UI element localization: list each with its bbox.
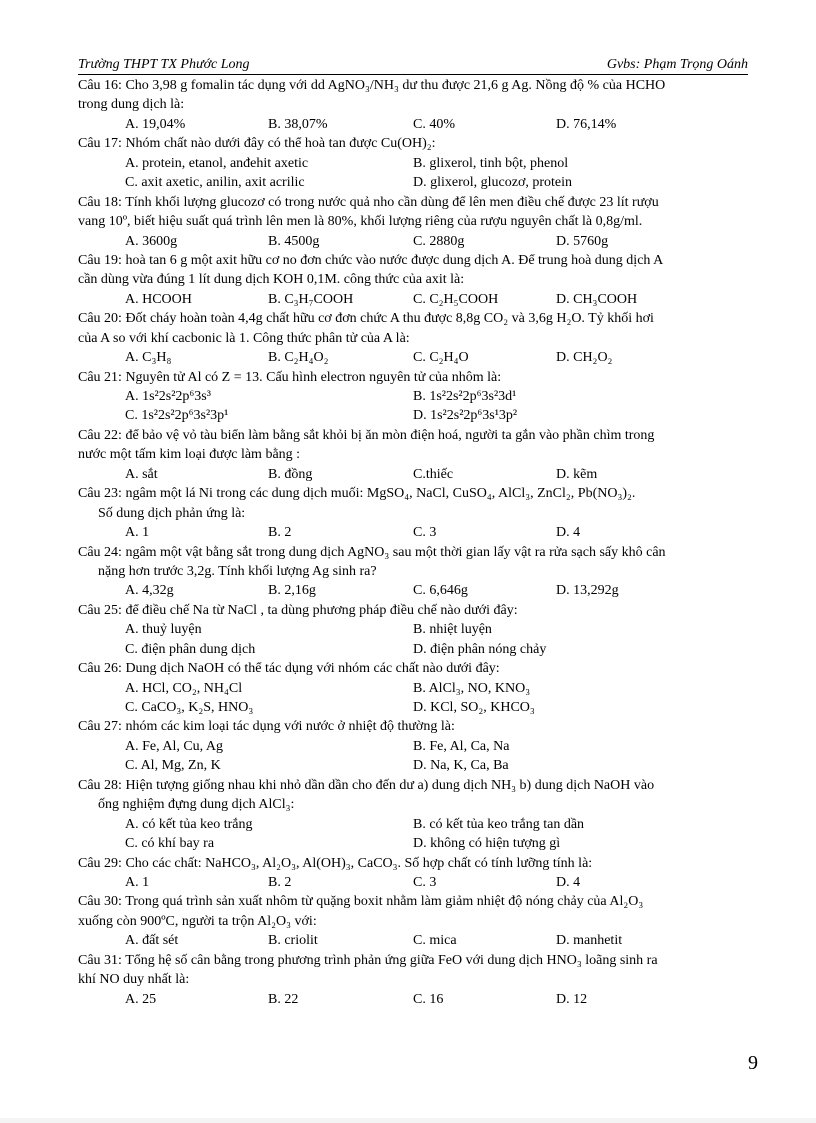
- answer-options-row: [78, 756, 750, 775]
- answer-options-row: [78, 290, 750, 309]
- answer-option: B. C₃H₇COOH: [268, 291, 354, 307]
- answer-options-row: [78, 640, 750, 659]
- question-stem: Câu 20: Đốt cháy hoàn toàn 4,4g chất hữu cơ đơn chức A thu được 8,8g CO₂ và 3,6g H₂O. Tỷ khối hơi: [78, 311, 654, 327]
- answer-option: A. 25: [125, 991, 157, 1007]
- question-text: trong dung dịch là:: [78, 97, 185, 113]
- answer-option: B. nhiệt luyện: [413, 622, 492, 638]
- answer-option: D. kẽm: [556, 466, 598, 482]
- answer-option: C. CaCO₃, K₂S, HNO₃: [125, 700, 254, 715]
- answer-options-row: [78, 173, 750, 192]
- answer-options-row: [78, 834, 750, 853]
- answer-options-row: [78, 406, 750, 425]
- question-stem: Câu 30: Trong quá trình sản xuất nhôm từ quặng boxit nhằm làm giảm nhiệt độ nóng chảy của Al₂O₃: [78, 894, 644, 910]
- answer-options-row: [78, 387, 750, 406]
- answer-option: D. 76,14%: [556, 116, 617, 132]
- answer-option: B. 2: [268, 874, 292, 890]
- answer-option: B. 22: [268, 991, 299, 1007]
- answer-options-row: [78, 232, 750, 251]
- answer-option: A. HCOOH: [125, 291, 192, 307]
- answer-option: D. manhetit: [556, 933, 623, 949]
- answer-option: B. 2: [268, 525, 292, 541]
- question-stem: Câu 25: để điều chế Na từ NaCl , ta dùng phương pháp điều chế nào dưới đây:: [78, 602, 518, 618]
- answer-option: D. 4: [556, 874, 581, 890]
- answer-option: C.thiếc: [413, 466, 454, 482]
- answer-option: D. 12: [556, 991, 588, 1007]
- question-text: của A so với khí cacbonic là 1. Công thức phân tử của A là:: [78, 330, 410, 346]
- answer-option: A. sắt: [125, 466, 158, 482]
- answer-option: D. Na, K, Ca, Ba: [413, 758, 509, 774]
- answer-option: D. KCl, SO₂, KHCO₃: [413, 700, 535, 715]
- question-text: cần dùng vừa đúng 1 lít dung dịch KOH 0,1M. công thức của axit là:: [78, 272, 465, 288]
- answer-option: C. 2880g: [413, 233, 465, 249]
- answer-options-row: [78, 581, 750, 600]
- answer-option: B. có kết tủa keo trắng tan dần: [413, 816, 585, 832]
- page-number: 9: [748, 1052, 758, 1074]
- question-list: [78, 76, 750, 1009]
- question-stem: Câu 31: Tổng hệ số cân bằng trong phương trình phản ứng giữa FeO với dung dịch HNO₃ loãng sinh ra: [78, 952, 658, 968]
- answer-option: D. glixerol, glucozơ, protein: [413, 175, 573, 191]
- answer-options-row: [78, 154, 750, 173]
- answer-options-row: [78, 931, 750, 950]
- question-stem: Câu 28: Hiện tượng giống nhau khi nhỏ dần dần cho đến dư a) dung dịch NH₃ b) dung dịch NaOH vào: [78, 777, 655, 793]
- page-bottom-edge: [0, 1118, 816, 1123]
- answer-options-row: [78, 873, 750, 892]
- answer-option: B. glixerol, tinh bột, phenol: [413, 155, 569, 171]
- question-stem: Câu 22: để bảo vệ vỏ tàu biển làm bằng sắt khỏi bị ăn mòn điện hoá, người ta gắn vào phần chìm trong: [78, 427, 655, 443]
- answer-option: C. 40%: [413, 116, 455, 132]
- answer-option: C. 3: [413, 525, 437, 541]
- answer-option: A. có kết tủa keo trắng: [125, 816, 253, 832]
- question-text: xuống còn 900ºC, người ta trộn Al₂O₃ với:: [78, 913, 317, 929]
- answer-option: C. 3: [413, 874, 437, 890]
- answer-option: B. đồng: [268, 466, 313, 482]
- answer-options-row: [78, 348, 750, 367]
- answer-option: D. CH₃COOH: [556, 291, 638, 307]
- answer-option: A. 1: [125, 874, 150, 890]
- question-stem: Câu 27: nhóm các kim loại tác dụng với nước ở nhiệt độ thường là:: [78, 719, 455, 735]
- question-stem: Câu 19: hoà tan 6 g một axit hữu cơ no đơn chức vào nước được dung dịch A. Để trung hoà dung dịch A: [78, 252, 664, 268]
- answer-option: D. CH₂O₂: [556, 350, 613, 366]
- answer-options-row: [78, 115, 750, 134]
- question-text: nặng hơn trước 3,2g. Tính khối lượng Ag sinh ra?: [98, 563, 377, 579]
- answer-option: C. có khí bay ra: [125, 836, 215, 852]
- question-stem: Câu 17: Nhóm chất nào dưới đây có thể hoà tan được Cu(OH)₂:: [78, 136, 436, 152]
- answer-options-row: [78, 815, 750, 834]
- question-stem: Câu 18: Tính khối lượng glucozơ có trong nước quả nho cần dùng để lên men điều chế được 23 lít rượu: [78, 194, 659, 210]
- answer-option: A. thuỷ luyện: [125, 622, 202, 638]
- answer-option: C. 1s²2s²2p⁶3s²3p¹: [125, 408, 229, 424]
- answer-option: D. 13,292g: [556, 583, 619, 599]
- question-text: ống nghiệm đựng dung dịch AlCl₃:: [98, 797, 295, 813]
- answer-option: D. 4: [556, 525, 581, 541]
- answer-option: A. 1s²2s²2p⁶3s³: [125, 389, 211, 404]
- question-stem: Câu 23: ngâm một lá Ni trong các dung dịch muối: MgSO₄, NaCl, CuSO₄, AlCl₃, ZnCl₂, Pb(NO₃)₂.: [78, 486, 636, 502]
- answer-option: B. C₂H₄O₂: [268, 350, 329, 366]
- page-header: [78, 56, 748, 75]
- answer-option: B. 1s²2s²2p⁶3s²3d¹: [413, 389, 517, 404]
- answer-option: D. không có hiện tượng gì: [413, 836, 561, 852]
- answer-option: C. mica: [413, 933, 457, 949]
- question-stem: Câu 16: Cho 3,98 g fomalin tác dụng với dd AgNO₃/NH₃ dư thu được 21,6 g Ag. Nồng độ % của HCHO: [78, 78, 666, 93]
- answer-option: C. Al, Mg, Zn, K: [125, 758, 221, 774]
- answer-option: A. HCl, CO₂, NH₄Cl: [125, 680, 243, 696]
- question-text: vang 10º, biết hiệu suất quá trình lên men là 80%, khối lượng riêng của rượu nguyên chất là 0,8g/ml.: [78, 214, 643, 230]
- question-text: khí NO duy nhất là:: [78, 972, 190, 988]
- teacher-name: Gvbs: Phạm Trọng Oánh: [606, 57, 748, 72]
- answer-options-row: [78, 523, 750, 542]
- answer-option: C. điện phân dung dịch: [125, 641, 256, 657]
- answer-option: B. criolit: [268, 933, 318, 949]
- answer-option: C. C₂H₅COOH: [413, 291, 499, 307]
- question-text: Số dung dịch phản ứng là:: [98, 505, 246, 521]
- answer-option: B. 38,07%: [268, 116, 328, 132]
- answer-option: D. 5760g: [556, 233, 609, 249]
- answer-options-row: [78, 465, 750, 484]
- answer-options-row: [78, 737, 750, 756]
- answer-option: C. 16: [413, 991, 444, 1007]
- answer-options-row: [78, 698, 750, 717]
- answer-options-row: [78, 679, 750, 698]
- question-text: nước một tấm kim loại được làm bằng :: [78, 447, 301, 463]
- question-stem: Câu 24: ngâm một vật bằng sắt trong dung dịch AgNO₃ sau một thời gian lấy vật ra rửa sạch sấy khô cân: [78, 544, 666, 560]
- answer-options-row: [78, 990, 750, 1009]
- answer-option: A. 19,04%: [125, 116, 186, 132]
- school-name: Trường THPT TX Phước Long: [78, 57, 250, 72]
- answer-option: A. Fe, Al, Cu, Ag: [125, 738, 224, 754]
- question-stem: Câu 29: Cho các chất: NaHCO₃, Al₂O₃, Al(OH)₃, CaCO₃. Số hợp chất có tính lưỡng tính là:: [78, 855, 593, 871]
- answer-option: A. 1: [125, 525, 150, 541]
- answer-option: A. C₃H₈: [125, 350, 172, 366]
- answer-option: A. 4,32g: [125, 583, 174, 599]
- answer-option: B. AlCl₃, NO, KNO₃: [413, 680, 531, 696]
- answer-option: D. điện phân nóng chảy: [413, 641, 547, 657]
- answer-option: A. protein, etanol, anđehit axetic: [125, 155, 309, 171]
- answer-option: A. 3600g: [125, 233, 178, 249]
- answer-option: D. 1s²2s²2p⁶3s¹3p²: [413, 408, 518, 424]
- question-stem: Câu 21: Nguyên tử Al có Z = 13. Cấu hình electron nguyên tử của nhôm là:: [78, 369, 502, 385]
- answer-options-row: [78, 620, 750, 639]
- answer-option: C. axit axetic, anilin, axit acrilic: [125, 175, 305, 191]
- answer-option: C. 6,646g: [413, 583, 468, 599]
- answer-option: B. Fe, Al, Ca, Na: [413, 738, 510, 754]
- answer-option: B. 2,16g: [268, 583, 316, 599]
- question-stem: Câu 26: Dung dịch NaOH có thể tác dụng với nhóm các chất nào dưới đây:: [78, 661, 500, 677]
- answer-option: B. 4500g: [268, 233, 320, 249]
- answer-option: C. C₂H₄O: [413, 350, 469, 366]
- answer-option: A. đất sét: [125, 933, 179, 949]
